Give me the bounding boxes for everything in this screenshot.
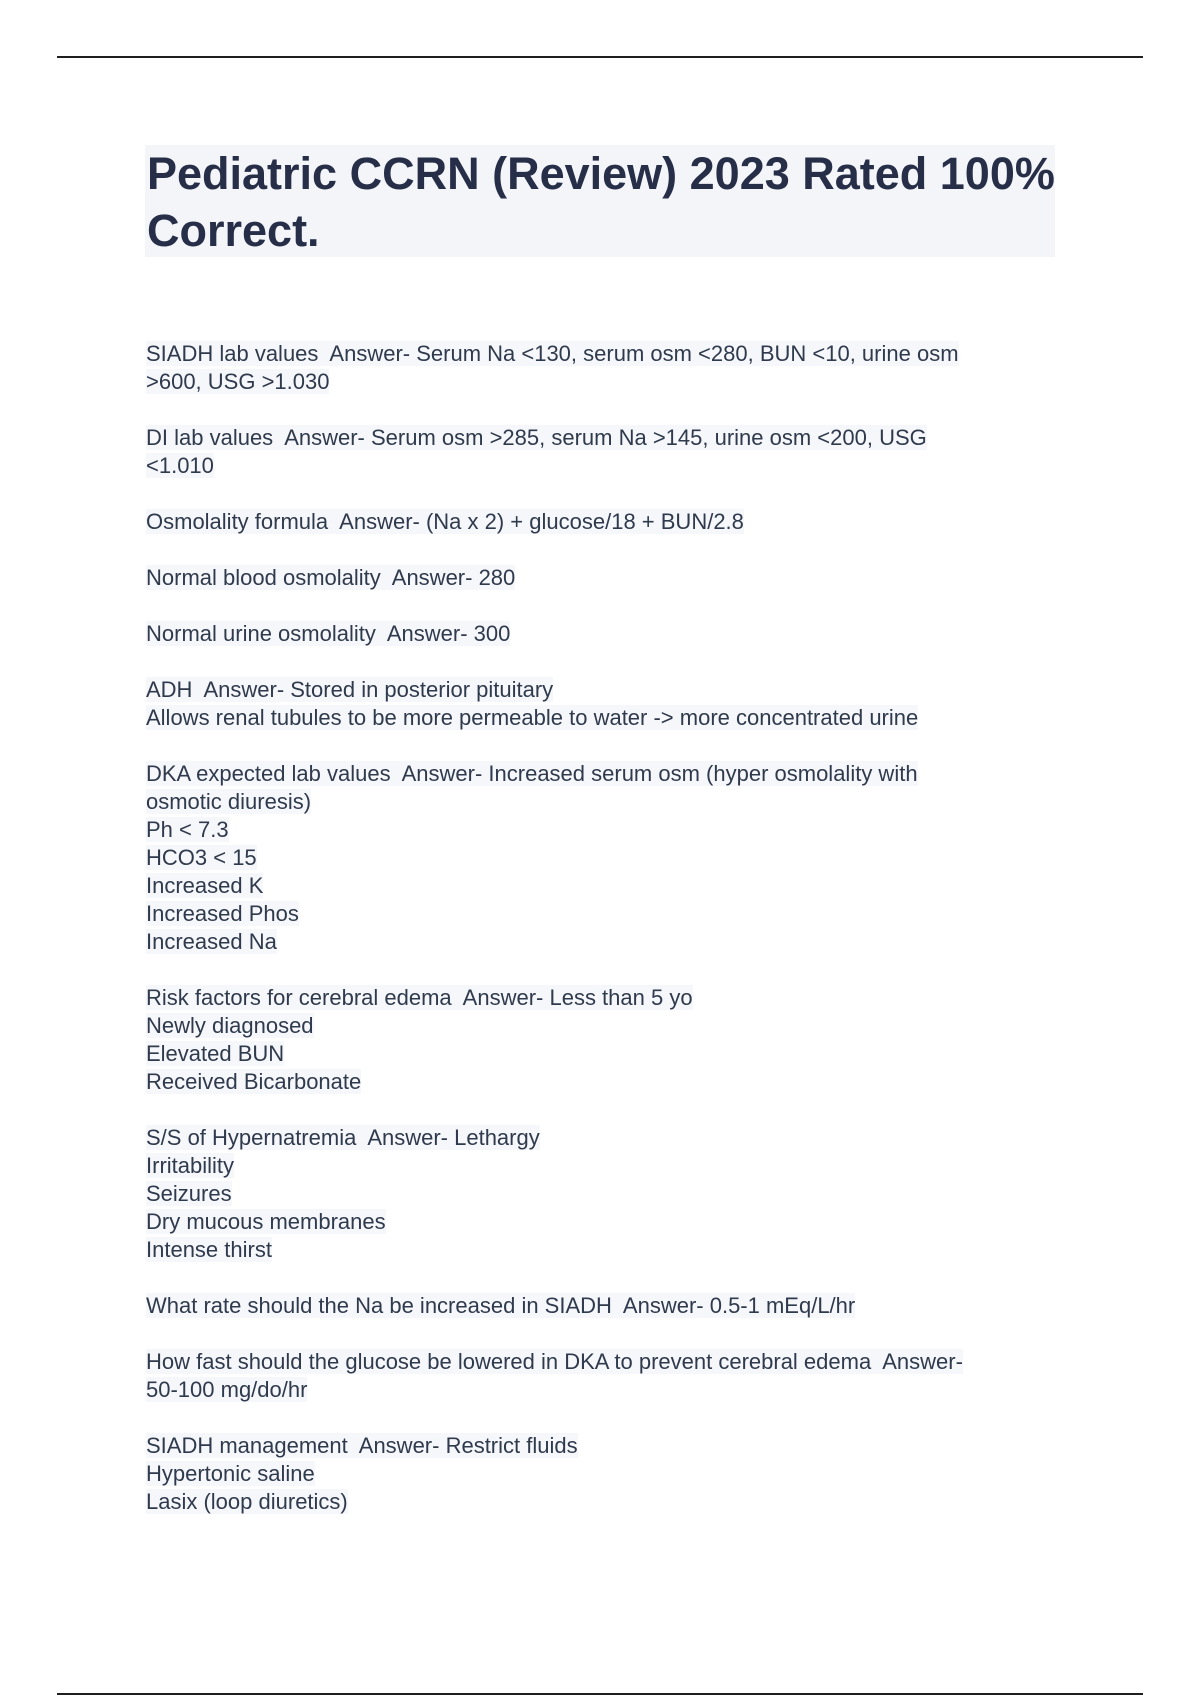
- qa-entry-siadh-lab-values: [146, 340, 1066, 396]
- text-line: Risk factors for cerebral edema Answer- Less than 5 yo: [146, 985, 693, 1010]
- text-line: Increased Na: [146, 929, 277, 954]
- qa-entry-siadh-na-rate: [146, 1292, 1066, 1320]
- qa-entry-dka-lab-values: [146, 760, 1066, 956]
- text-line: ADH Answer- Stored in posterior pituitary: [146, 677, 554, 702]
- text-line: Increased Phos: [146, 901, 299, 926]
- text-line: DKA expected lab values Answer- Increased serum osm (hyper osmolality with: [146, 761, 918, 786]
- qa-entry-di-lab-values: [146, 424, 1066, 480]
- text-line: Elevated BUN: [146, 1041, 285, 1066]
- text-line: What rate should the Na be increased in SIADH Answer- 0.5-1 mEq/L/hr: [146, 1293, 856, 1318]
- bottom-divider: [57, 1693, 1143, 1695]
- text-line: Irritability: [146, 1153, 235, 1178]
- qa-entry-dka-glucose-rate: [146, 1348, 1066, 1404]
- qa-list: [146, 340, 1066, 1544]
- top-divider: [57, 56, 1143, 58]
- text-line: Hypertonic saline: [146, 1461, 315, 1486]
- text-line: Ph < 7.3: [146, 817, 229, 842]
- text-line: >600, USG >1.030: [146, 369, 330, 394]
- qa-entry-cerebral-edema-risk-factors: [146, 984, 1066, 1096]
- text-line: 50-100 mg/do/hr: [146, 1377, 308, 1402]
- text-line: How fast should the glucose be lowered in DKA to prevent cerebral edema Answer-: [146, 1349, 963, 1374]
- text-line: Normal blood osmolality Answer- 280: [146, 565, 516, 590]
- text-line: S/S of Hypernatremia Answer- Lethargy: [146, 1125, 540, 1150]
- qa-entry-adh: [146, 676, 1066, 732]
- text-line: osmotic diuresis): [146, 789, 312, 814]
- text-line: DI lab values Answer- Serum osm >285, serum Na >145, urine osm <200, USG: [146, 425, 927, 450]
- text-line: SIADH management Answer- Restrict fluids: [146, 1433, 578, 1458]
- text-line: Osmolality formula Answer- (Na x 2) + glucose/18 + BUN/2.8: [146, 509, 744, 534]
- text-line: Newly diagnosed: [146, 1013, 314, 1038]
- qa-entry-normal-urine-osmolality: [146, 620, 1066, 648]
- text-line: Seizures: [146, 1181, 232, 1206]
- qa-entry-normal-blood-osmolality: [146, 564, 1066, 592]
- text-line: Dry mucous membranes: [146, 1209, 386, 1234]
- qa-entry-hypernatremia-signs: [146, 1124, 1066, 1264]
- text-line: Allows renal tubules to be more permeable to water -> more concentrated urine: [146, 705, 919, 730]
- text-line: <1.010: [146, 453, 214, 478]
- qa-entry-osmolality-formula: [146, 508, 1066, 536]
- title-box: [145, 145, 1055, 257]
- text-line: HCO3 < 15: [146, 845, 257, 870]
- text-line: Intense thirst: [146, 1237, 272, 1262]
- text-line: SIADH lab values Answer- Serum Na <130, serum osm <280, BUN <10, urine osm: [146, 341, 959, 366]
- qa-entry-siadh-management: [146, 1432, 1066, 1516]
- page-title: Pediatric CCRN (Review) 2023 Rated 100% Correct.: [147, 148, 1055, 256]
- text-line: Increased K: [146, 873, 264, 898]
- text-line: Normal urine osmolality Answer- 300: [146, 621, 511, 646]
- text-line: Lasix (loop diuretics): [146, 1489, 348, 1514]
- text-line: Received Bicarbonate: [146, 1069, 362, 1094]
